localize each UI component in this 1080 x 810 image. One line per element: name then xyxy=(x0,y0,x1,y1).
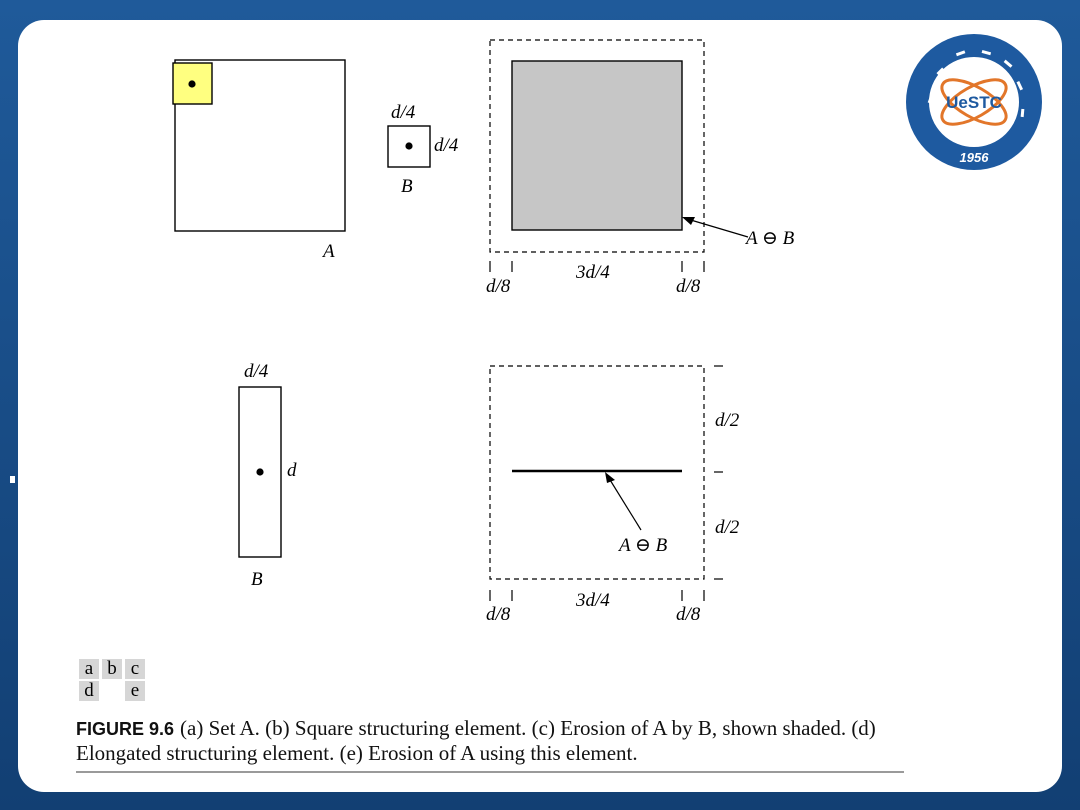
key-cell: e xyxy=(125,681,145,701)
slide-mark xyxy=(10,476,15,483)
b-label-right: d/4 xyxy=(434,135,459,156)
e-dim-upper: d/2 xyxy=(715,410,740,431)
erosion-result-shaded xyxy=(512,61,682,230)
logo-text: UeSTC xyxy=(946,93,1002,112)
key-cell: d xyxy=(79,681,99,701)
logo-year: 1956 xyxy=(959,150,989,165)
arrow-line xyxy=(684,218,748,237)
e-dim-mid: 3d/4 xyxy=(576,590,610,611)
figure-caption xyxy=(76,716,904,773)
panel-a xyxy=(173,60,345,262)
c-dim-left: d/8 xyxy=(486,276,511,297)
origin-dot xyxy=(188,80,195,87)
origin-dot xyxy=(256,468,263,475)
d-label-right: d xyxy=(287,460,297,481)
key-cell: b xyxy=(102,659,122,679)
panel-d xyxy=(239,361,297,590)
key-cell: c xyxy=(125,659,145,679)
key-cell-empty xyxy=(102,681,122,701)
c-dim-right: d/8 xyxy=(676,276,701,297)
panel-b xyxy=(388,102,459,197)
label-b: B xyxy=(401,176,413,197)
e-dim-right: d/8 xyxy=(676,604,701,625)
caption-text: (a) Set A. (b) Square structuring element. (c) Erosion of A by B, shown shaded. (d) Elongated structuring element. (e) Erosion of A using this element. xyxy=(76,716,876,765)
e-dim-left: d/8 xyxy=(486,604,511,625)
caption-lead: FIGURE 9.6 xyxy=(76,719,175,739)
c-result-label: A ⊖ B xyxy=(746,228,795,249)
e-dim-lower: d/2 xyxy=(715,517,740,538)
key-cell: a xyxy=(79,659,99,679)
e-result-label: A ⊖ B xyxy=(619,535,668,556)
slide xyxy=(18,20,1062,792)
label-b: B xyxy=(251,569,263,590)
origin-dot xyxy=(405,142,412,149)
panel-c xyxy=(486,40,795,297)
original-set-outline xyxy=(490,366,704,579)
d-label-top: d/4 xyxy=(244,361,269,382)
arrow-head xyxy=(605,472,615,483)
panel-e xyxy=(486,366,740,625)
arrow-line xyxy=(607,475,641,530)
university-logo xyxy=(904,32,1044,172)
label-a: A xyxy=(323,241,335,262)
b-label-top: d/4 xyxy=(391,102,416,123)
c-dim-mid: 3d/4 xyxy=(576,262,610,283)
panel-key-grid xyxy=(76,657,148,703)
